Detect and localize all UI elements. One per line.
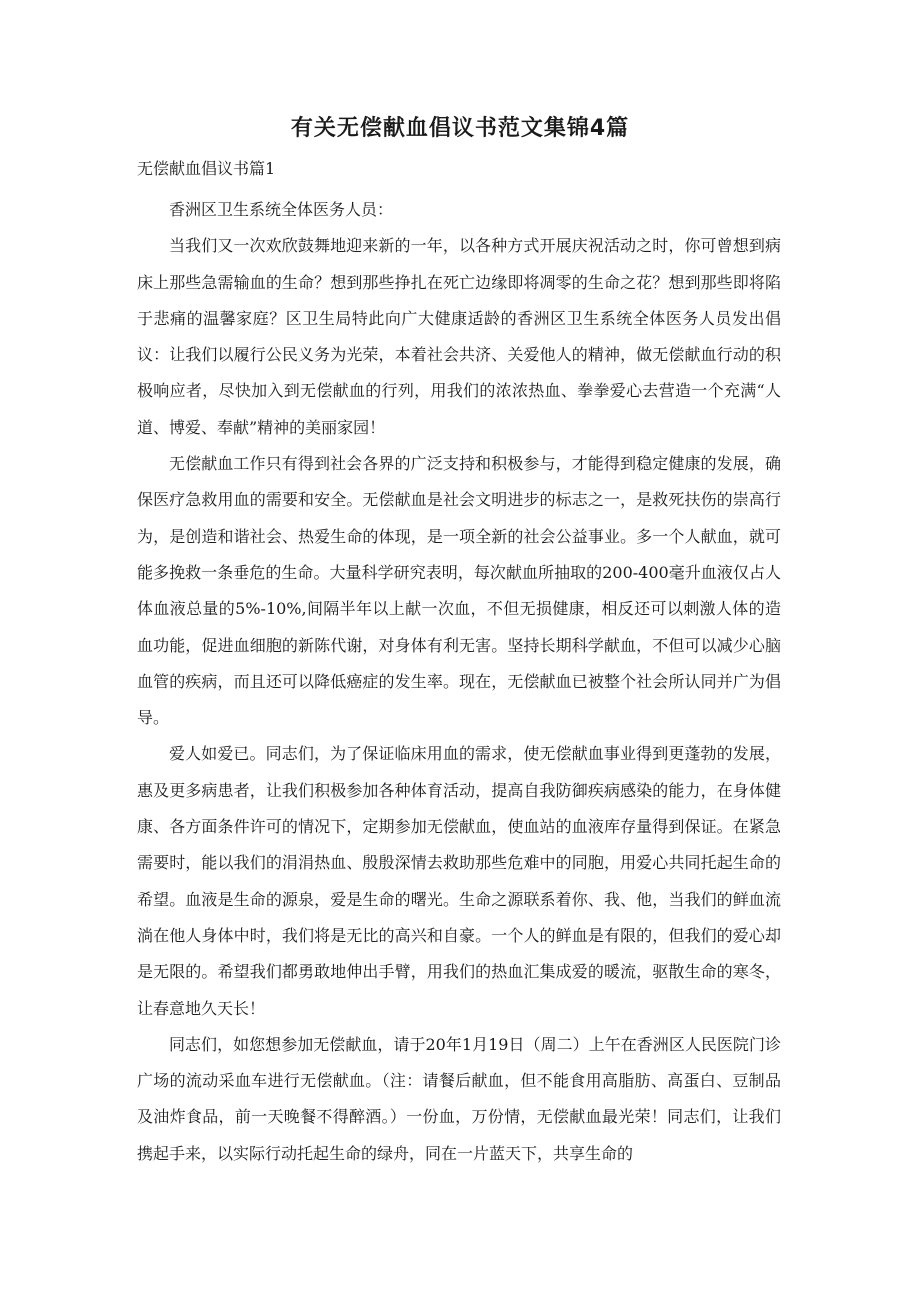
paragraph: 当我们又一次欢欣鼓舞地迎来新的一年，以各种方式开展庆祝活动之时，你可曾想到病床上那些急需输血的生命？想到那些挣扎在死亡边缘即将凋零的生命之花？想到那些即将陷于悲痛的温馨家庭？区卫生局特此向广大健康适龄的香洲区卫生系统全体医务人员发出倡议：让我们以履行公民义务为光荣，本着社会共济、关爱他人的精神，做无偿献血行动的积极响应者，尽快加入到无偿献血的行列，用我们的浓浓热血、拳拳爱心去营造一个充满“人道、博爱、奉献”精神的美丽家园！ — [137, 236, 781, 437]
document-body — [137, 192, 781, 1172]
paragraph: 爱人如爱已。同志们，为了保证临床用血的需求，使无偿献血事业得到更蓬勃的发展，惠及更多病患者，让我们积极参加各种体育活动，提高自我防御疾病感染的能力，在身体健康、各方面条件许可的情况下，定期参加无偿献血，使血站的血液库存量得到保证。在紧急需要时，能以我们的涓涓热血、殷殷深情去救助那些危难中的同胞，用爱心共同托起生命的希望。血液是生命的源泉，爱是生命的曙光。生命之源联系着你、我、他，当我们的鲜血流淌在他人身体中时，我们将是无比的高兴和自豪。一个人的鲜血是有限的，但我们的爱心却是无限的。希望我们都勇敢地伸出手臂，用我们的热血汇集成爱的暖流，驱散生命的寒冬，让春意地久天长！ — [137, 744, 781, 1018]
paragraph: 同志们，如您想参加无偿献血，请于20年1月19日（周二）上午在香洲区人民医院门诊广场的流动采血车进行无偿献血。（注：请餐后献血，但不能食用高脂肪、高蛋白、豆制品及油炸食品，前一天晚餐不得醉酒。）一份血，万份情，无偿献血最光荣！同志们，让我们携起手来，以实际行动托起生命的绿舟，同在一片蓝天下，共享生命的 — [137, 1034, 781, 1163]
section-heading: 无偿献血倡议书篇1 — [137, 159, 276, 178]
document-title: 有关无偿献血倡议书范文集锦4篇 — [290, 116, 630, 141]
salutation: 香洲区卫生系统全体医务人员： — [169, 200, 394, 219]
paragraph: 无偿献血工作只有得到社会各界的广泛支持和积极参与，才能得到稳定健康的发展，确保医疗急救用血的需要和安全。无偿献血是社会文明进步的标志之一，是救死扶伤的崇高行为，是创造和谐社会、热爱生命的体现，是一项全新的社会公益事业。多一个人献血，就可能多挽救一条垂危的生命。大量科学研究表明，每次献血所抽取的200-400毫升血液仅占人体血液总量的5%-10%,间隔半年以上献一次血，不但无损健康，相反还可以刺激人体的造血功能，促进血细胞的新陈代谢，对身体有利无害。坚持长期科学献血，不但可以减少心脑血管的疾病，而且还可以降低癌症的发生率。现在，无偿献血已被整个社会所认同并广为倡导。 — [137, 454, 781, 728]
